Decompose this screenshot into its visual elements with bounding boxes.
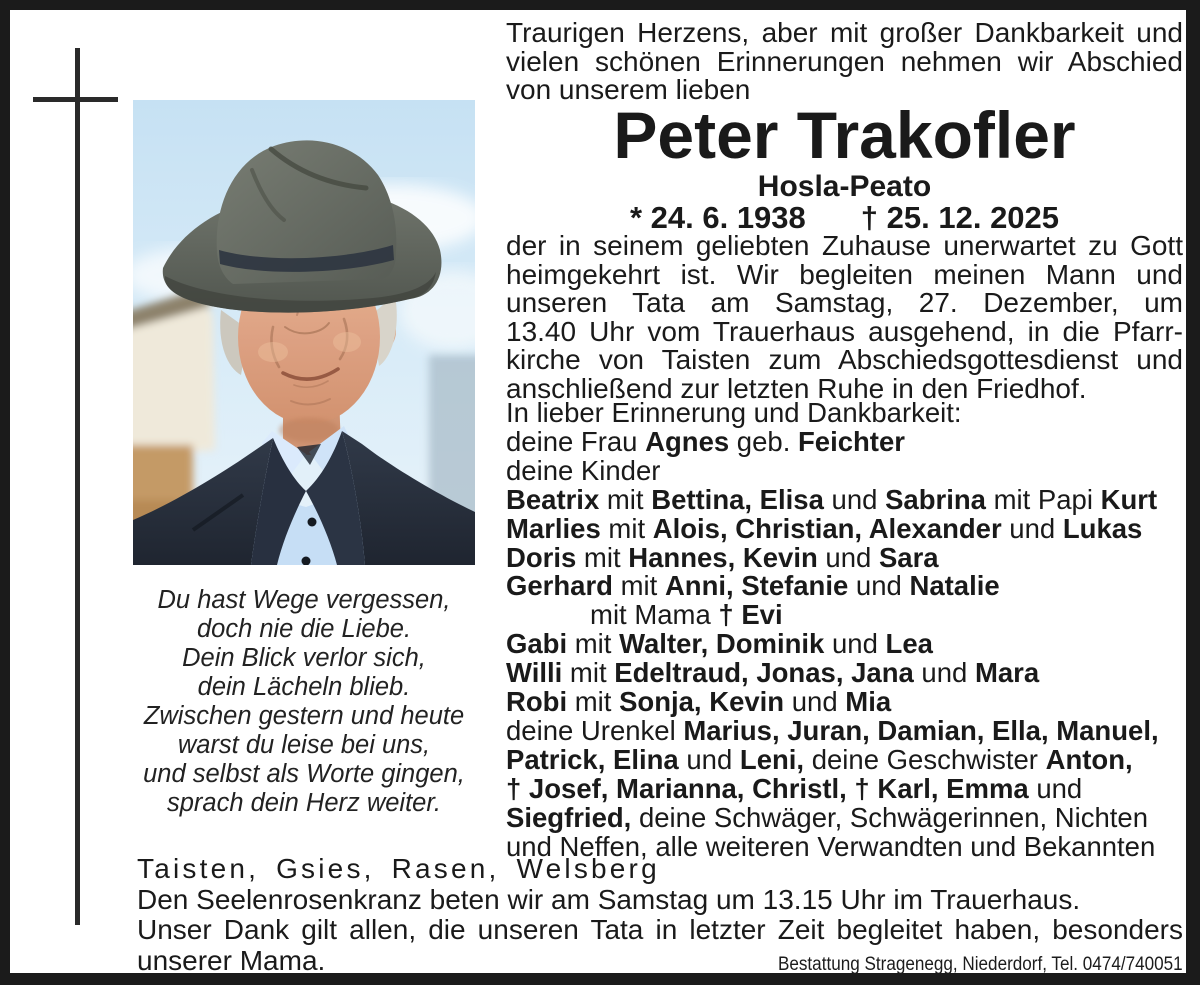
footer-section [137,854,1183,980]
poem-line: warst du leise bei uns, [177,731,431,759]
mourner-line: deine Urenkel Marius, Juran, Damian, Ella, Manuel, [506,714,1159,746]
announcement-line: unseren Tata am Samstag, 27. Dezember, um [506,287,1183,319]
funeral-home-info: Bestattung Stragenegg, Niederdorf, Tel. 0474/740051 [778,953,1183,975]
poem-line: Zwischen gestern und heute [143,702,465,730]
mourner-line: mit Mama † Evi [506,599,783,631]
mourner-line: Doris mit Hannes, Kevin und Sara [506,541,939,573]
mourner-line: deine Frau Agnes geb. Feichter [506,425,905,457]
mourner-line: Gerhard mit Anni, Stefanie und Natalie [506,570,1000,602]
memorial-cross-icon [75,48,80,925]
portrait-photo [133,100,475,565]
announcement-line: heimgekehrt ist. Wir begleiten meinen Mann und [506,258,1183,290]
mourner-line: In lieber Erinnerung und Dankbarkeit: [506,397,962,428]
announcement-line: 13.40 Uhr vom Trauerhaus ausgehend, in die Pfarr- [506,315,1183,347]
poem-line: Du hast Wege vergessen, [157,586,451,614]
mourner-line: Marlies mit Alois, Christian, Alexander und Lukas [506,512,1143,544]
poem-line: dein Lächeln blieb. [197,673,411,701]
footer-places: Taisten, Gsies, Rasen, Welsberg [137,853,660,884]
mourner-line: Gabi mit Walter, Dominik und Lea [506,628,933,660]
announcement-line: kirche von Taisten zum Abschiedsgottesdienst und [506,344,1183,376]
intro-line: Traurigen Herzens, aber mit großer Dankbarkeit und [506,17,1183,48]
intro-text [506,19,1183,105]
memorial-poem [121,586,487,818]
memorial-cross-icon [33,97,118,102]
poem-line: und selbst als Worte gingen, [143,760,465,788]
deceased-nickname: Hosla-Peato [757,170,932,203]
poem-line: sprach dein Herz weiter. [166,789,441,817]
intro-line: vielen schönen Erinnerungen nehmen wir Abschied [506,45,1183,77]
footer-thanks-line: Unser Dank gilt allen, die unseren Tata in letzter Zeit begleitet haben, besonders [137,914,1183,946]
birth-date: * 24. 6. 1938 [629,200,806,235]
deceased-name: Peter Trakofler [613,98,1076,172]
mourner-line: † Josef, Marianna, Christl, † Karl, Emma und [506,772,1083,804]
mourner-line: deine Kinder [506,454,661,486]
mourner-line: Patrick, Elina und Leni, deine Geschwister Anton, [506,743,1133,775]
announcement-line: anschließend zur letzten Ruhe in den Friedhof. [506,372,1087,404]
mourners-list [506,399,1183,862]
announcement-line: der in seinem geliebten Zuhause unerwartet zu Gott [506,230,1183,261]
mourner-line: Robi mit Sonja, Kevin und Mia [506,686,892,718]
footer-thanks-end: unserer Mama. [137,944,326,976]
announcement-text [506,232,1183,404]
death-date: † 25. 12. 2025 [860,200,1060,235]
mourner-line: Beatrix mit Bettina, Elisa und Sabrina mit Papi Kurt [506,483,1158,515]
intro-line: von unserem lieben [506,74,751,105]
mourner-line: Willi mit Edeltraud, Jonas, Jana und Mara [506,657,1040,689]
footer-rosary: Den Seelenrosenkranz beten wir am Samstag um 13.15 Uhr im Trauerhaus. [137,883,1081,915]
portrait-illustration [133,100,475,565]
mourner-line: Siegfried, deine Schwäger, Schwägerinnen, Nichten [506,801,1149,833]
mourner-line: und Neffen, alle weiteren Verwandten und Bekannten [506,830,1156,862]
poem-line: doch nie die Liebe. [196,615,412,643]
poem-line: Dein Blick verlor sich, [182,644,426,672]
